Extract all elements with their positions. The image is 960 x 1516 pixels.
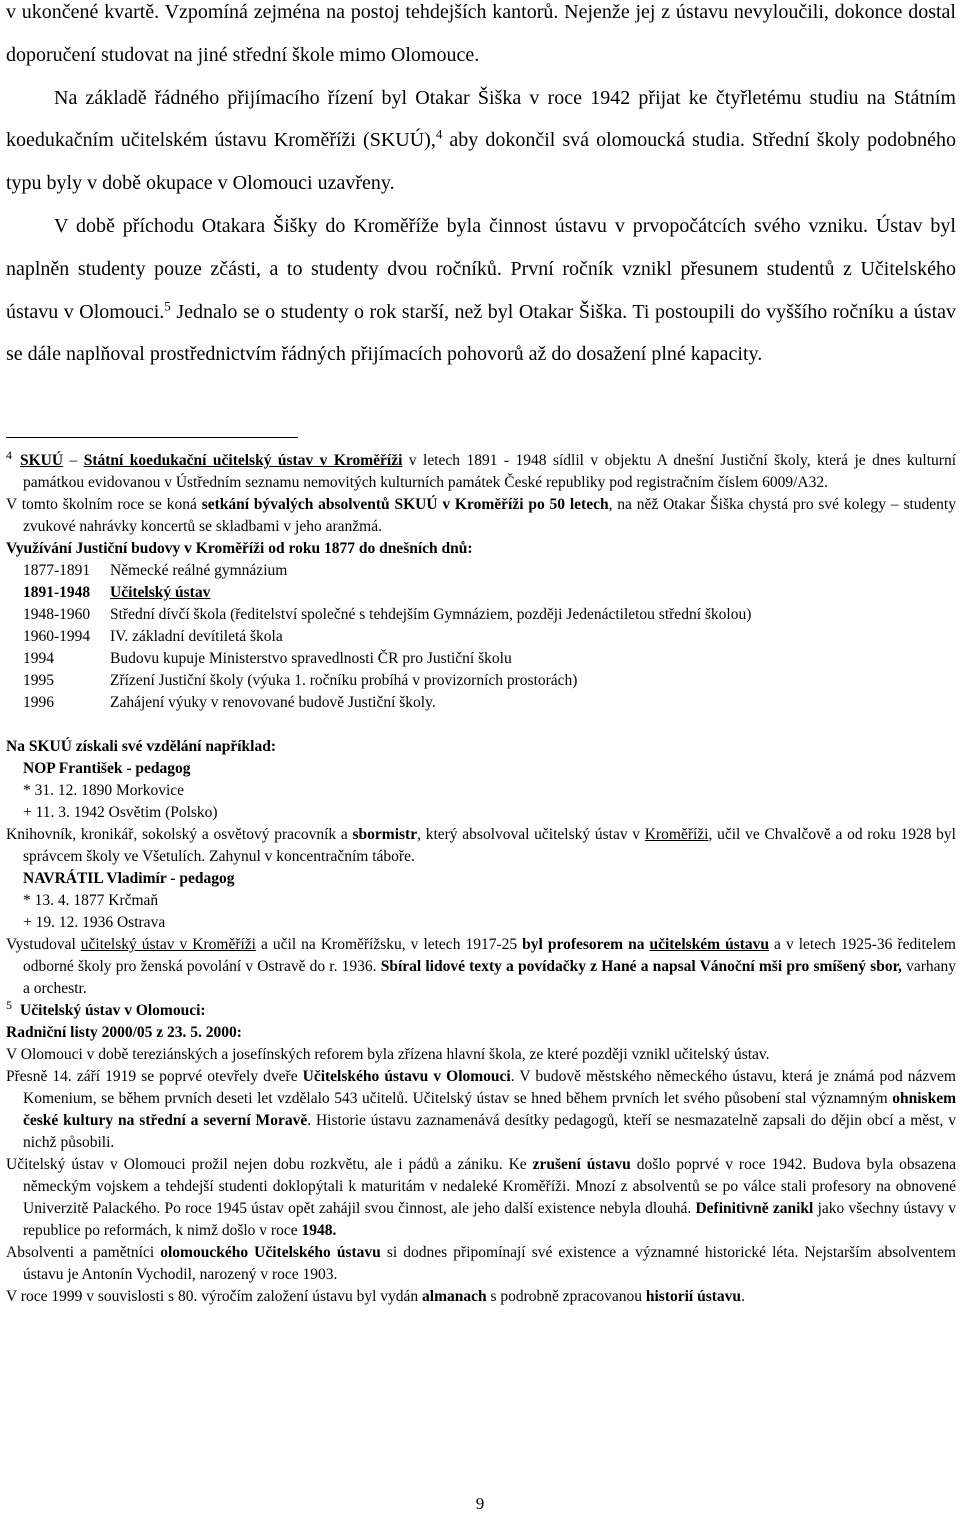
building-timeline xyxy=(6,560,956,714)
alumnus-name: NAVRÁTIL Vladimír - pedagog xyxy=(23,870,235,887)
timeline-row: 1996 Zahájení výuky v renovované budově Justiční školy. xyxy=(23,694,436,711)
footnote-ref-4[interactable]: 4 xyxy=(435,126,443,142)
timeline-row: 1960-1994 IV. základní devítiletá škola xyxy=(23,628,283,645)
alumnus-bio: Vystudoval učitelský ústav v Kroměříži a učil na Kroměřížsku, v letech 1917-25 byl profesorem na učitelském ústavu a v letech 1925-36 ředitelem odborné školy pro ženská povolání v Ostravě do r. 1936. Sbíral lidové texty a povídačky z Hané a napsal Vánoční mši pro smíšený sbor, varhany a orchestr. xyxy=(6,936,957,997)
footnote-4: $^4$ SKUÚ – Státní koedukační učitelský ústav v Kroměříži v letech 1891 - 1948 sídlil v objektu A dnešní Justiční školy, která je dnes kulturní památkou evidovanou v Ústředním seznamu nemovitých kulturních památek České republiky pod registračním číslem 6009/A32. xyxy=(6,448,957,491)
footnote-ref-5[interactable]: 5 xyxy=(164,297,171,313)
footnote-5-line: V Olomouci v době tereziánských a josefínských reforem byla zřízena hlavní škola, ze které později vznikl učitelský ústav. xyxy=(6,1046,770,1063)
timeline-row: 1995 Zřízení Justiční školy (výuka 1. ročníku probíhá v provizorních prostorách) xyxy=(23,672,578,689)
timeline-row: 1891-1948 Učitelský ústav xyxy=(23,584,211,601)
usage-heading: Využívání Justiční budovy v Kroměříži od roku 1877 do dnešních dnů: xyxy=(6,540,473,557)
footnote-5-source: Radniční listy 2000/05 z 23. 5. 2000: xyxy=(6,1024,242,1041)
footnote-5-line: Absolventi a pamětníci olomouckého Učitelského ústavu si dodnes připomínají své existence a významné historické léta. Nejstarším absolventem ústavu je Antonín Vychodil, narozený v roce 1903. xyxy=(6,1244,956,1283)
spacer xyxy=(6,714,956,736)
paragraph-2: Na základě řádného přijímacího řízení byl Otakar Šiška v roce 1942 přijat ke čtyřletému studiu na Státním koedukačním učitelském ústavu Kroměříži (SKUÚ),$^4$ aby dokončil svá olomoucká studia. Střední školy podobného typu byly v době okupace v Olomouci uzavřeny. xyxy=(6,86,956,195)
alumnus-name: NOP František - pedagog xyxy=(23,760,191,777)
footnote-separator xyxy=(6,437,298,438)
timeline-row: 1994 Budovu kupuje Ministerstvo spravedlnosti ČR pro Justiční školu xyxy=(23,650,512,667)
alumni-heading: Na SKUÚ získali své vzdělání například: xyxy=(6,738,276,755)
timeline-row: 1877-1891 Německé reálné gymnázium xyxy=(23,562,288,579)
alumnus-born: * 31. 12. 1890 Morkovice xyxy=(23,782,185,799)
alumnus-died: + 11. 3. 1942 Osvětim (Polsko) xyxy=(23,804,218,821)
footnotes xyxy=(6,450,956,1308)
footnote-5: $^5$ Učitelský ústav v Olomouci: xyxy=(6,998,206,1019)
footnote-5-line: Přesně 14. září 1919 se poprvé otevřely dveře Učitelského ústavu v Olomouci. V budově městského německého ústavu, která je známá pod názvem Komenium, se během prvních deseti let vzdělalo 543 učitelů. Učitelský ústav se hned během prvních let svého působení stal významným ohniskem české kultury na střední a severní Moravě. Historie ústavu zaznamenává desítky pedagogů, kteří se nesmazatelně zapsali do dějin obcí a měst, v nichž působili. xyxy=(6,1068,956,1151)
timeline-row: 1948-1960 Střední dívčí škola (ředitelství společné s tehdejším Gymnáziem, později Jedenáctiletou střední školou) xyxy=(23,606,752,623)
paragraph-3: V době příchodu Otakara Šišky do Kroměříže byla činnost ústavu v prvopočátcích svého vzniku. Ústav byl naplněn studenty pouze zčásti, a to studenty dvou ročníků. První ročník vznikl přesunem studentů z Učitelského ústavu v Olomouci.$^5$ Jednalo se o studenty o rok starší, než byl Otakar Šiška. Ti postoupili do vyššího ročníku a ústav se dále naplňoval prostřednictvím řádných přijímacích pohovorů až do dosažení plné kapacity. xyxy=(6,214,956,366)
main-text xyxy=(6,0,956,376)
alumnus-died: + 19. 12. 1936 Ostrava xyxy=(23,914,166,931)
footnote-5-line: Učitelský ústav v Olomouci prožil nejen dobu rozkvětu, ale i pádů a zániku. Ke zrušení ústavu došlo poprvé v roce 1942. Budova byla obsazena německým vojskem a tehdejší studenti doklopýtali k maturitám v nedaleké Kroměříži. Mnozí z absolventů se po válce stali profesory na obnovené Univerzitě Palackého. Po roce 1945 ústav opět zahájil svou činnost, ale jeho další existence nebyla dlouhá. Definitivně zanikl jako všechny ústavy v republice po reformách, k nimž došlo v roce 1948. xyxy=(6,1156,956,1239)
paragraph-1: v ukončené kvartě. Vzpomíná zejména na postoj tehdejších kantorů. Nejenže jej z ústavu nevyloučili, dokonce dostal doporučení studovat na jiné střední škole mimo Olomouce. xyxy=(6,1,956,66)
footnote-5-line: V roce 1999 v souvislosti s 80. výročím založení ústavu byl vydán almanach s podrobně zpracovanou historií ústavu. xyxy=(6,1288,745,1305)
footnote-4-reunion: V tomto školním roce se koná setkání bývalých absolventů SKUÚ v Kroměříži po 50 letech, na něž Otakar Šiška chystá pro své kolegy – studenty zvukové nahrávky koncertů se skladbami v jeho aranžmá. xyxy=(6,496,956,535)
page-number: 9 xyxy=(475,1494,485,1513)
alumnus-born: * 13. 4. 1877 Krčmaň xyxy=(23,892,159,909)
alumnus-bio: Knihovník, kronikář, sokolský a osvětový pracovník a sbormistr, který absolvoval učitelský ústav v Kroměříži, učil ve Chvalčově a od roku 1928 byl správcem školy ve Všetulích. Zahynul v koncentračním tábořе. xyxy=(6,826,956,865)
